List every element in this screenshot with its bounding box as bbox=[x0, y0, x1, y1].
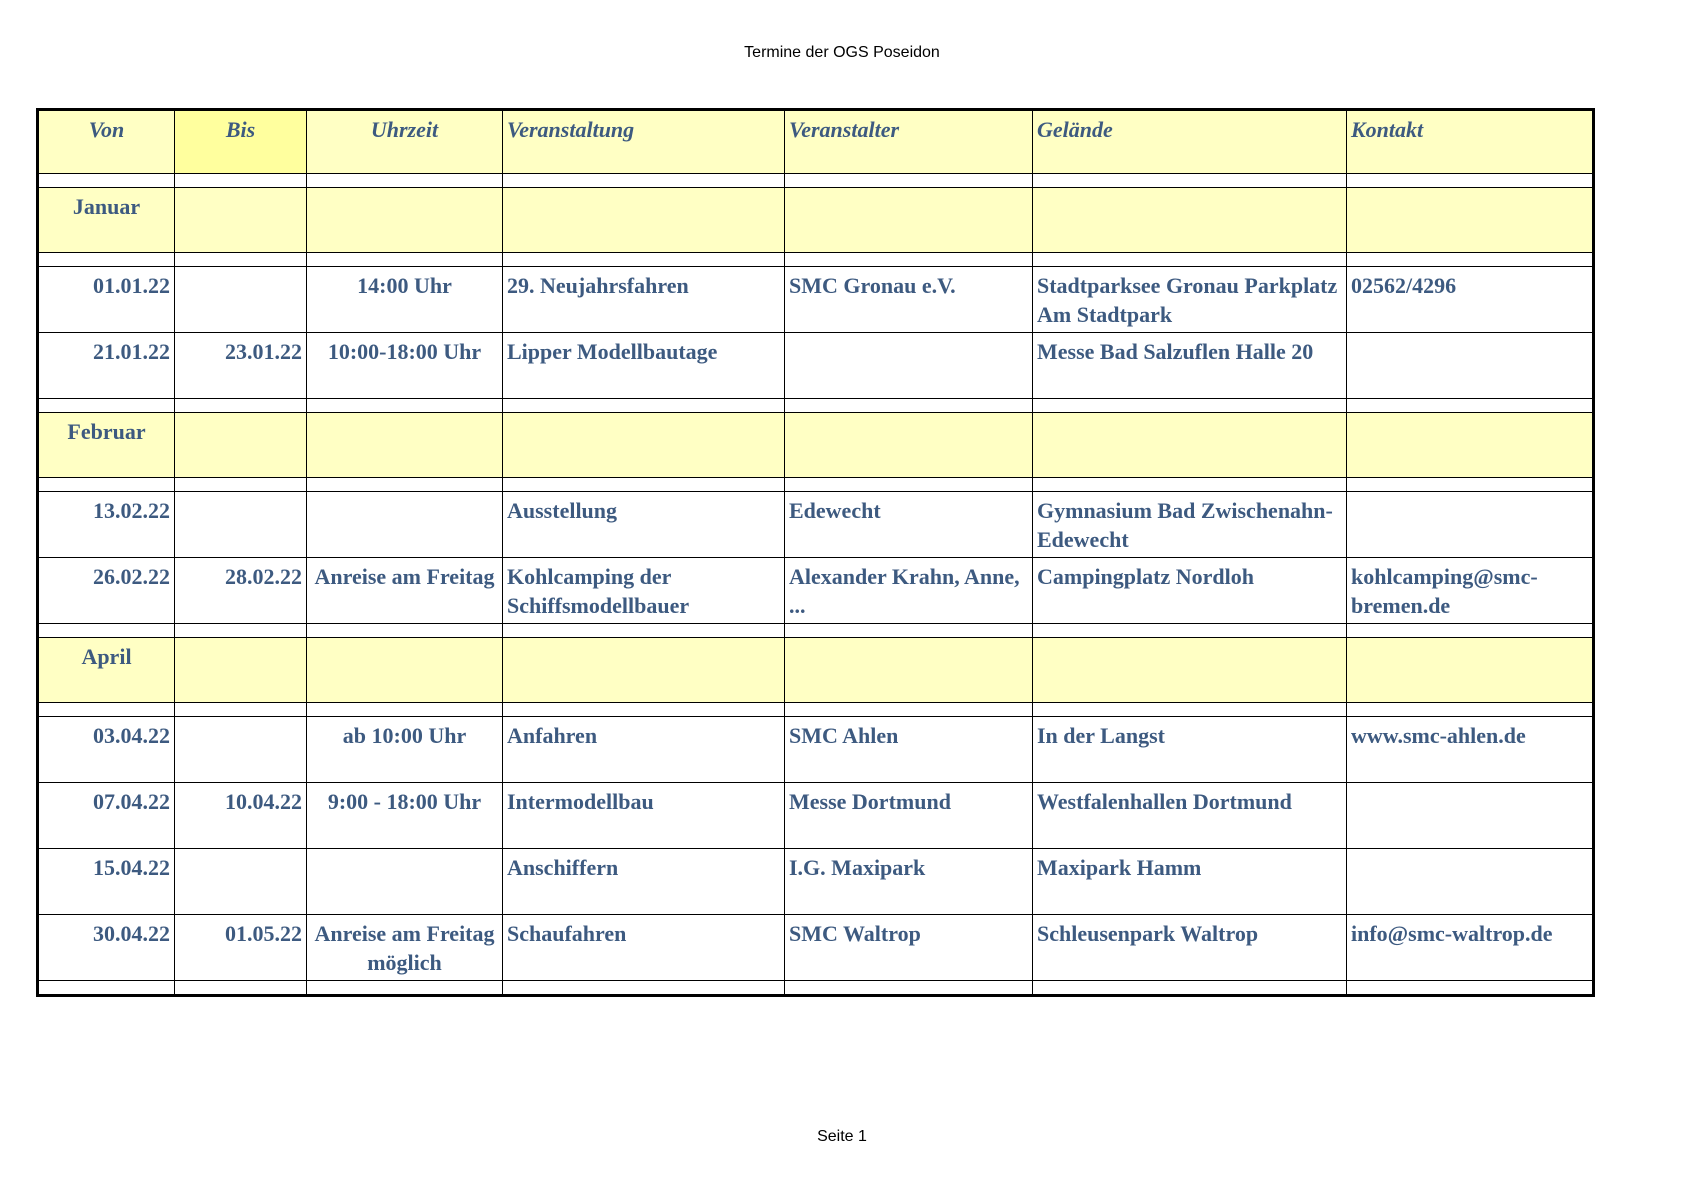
spacer-cell bbox=[175, 478, 307, 492]
month-cell bbox=[1033, 188, 1347, 253]
cell-gelaende: Westfalenhallen Dortmund bbox=[1033, 783, 1347, 849]
spacer-row bbox=[38, 703, 1594, 717]
month-cell bbox=[1033, 638, 1347, 703]
spacer-cell bbox=[38, 478, 175, 492]
header-von: Von bbox=[38, 110, 175, 174]
month-label: Februar bbox=[38, 413, 175, 478]
spacer-cell bbox=[503, 703, 785, 717]
cell-von: 01.01.22 bbox=[38, 267, 175, 333]
spacer-cell bbox=[307, 174, 503, 188]
spacer-cell bbox=[503, 399, 785, 413]
spacer-cell bbox=[1347, 703, 1594, 717]
events-table bbox=[36, 108, 1595, 997]
cell-kontakt: info@smc-waltrop.de bbox=[1347, 915, 1594, 981]
cell-bis bbox=[175, 267, 307, 333]
cell-veranstaltung: Schaufahren bbox=[503, 915, 785, 981]
table-row bbox=[38, 717, 1594, 783]
spacer-cell bbox=[1347, 981, 1594, 996]
month-cell bbox=[1033, 413, 1347, 478]
cell-uhrzeit: 10:00-18:00 Uhr bbox=[307, 333, 503, 399]
spacer-cell bbox=[1347, 174, 1594, 188]
spacer-cell bbox=[38, 399, 175, 413]
spacer-cell bbox=[503, 174, 785, 188]
spacer-cell bbox=[307, 399, 503, 413]
cell-veranstaltung: 29. Neujahrsfahren bbox=[503, 267, 785, 333]
cell-veranstalter: SMC Gronau e.V. bbox=[785, 267, 1033, 333]
header-uhrzeit: Uhrzeit bbox=[307, 110, 503, 174]
cell-gelaende: Schleusenpark Waltrop bbox=[1033, 915, 1347, 981]
cell-veranstalter bbox=[785, 333, 1033, 399]
spacer-row bbox=[38, 981, 1594, 996]
cell-veranstaltung: Anfahren bbox=[503, 717, 785, 783]
cell-kontakt: www.smc-ahlen.de bbox=[1347, 717, 1594, 783]
month-cell bbox=[785, 638, 1033, 703]
spacer-cell bbox=[175, 624, 307, 638]
spacer-cell bbox=[1033, 703, 1347, 717]
spacer-cell bbox=[307, 253, 503, 267]
cell-uhrzeit: Anreise am Freitag bbox=[307, 558, 503, 624]
cell-veranstalter: SMC Waltrop bbox=[785, 915, 1033, 981]
month-cell bbox=[307, 638, 503, 703]
cell-veranstalter: Edewecht bbox=[785, 492, 1033, 558]
spacer-cell bbox=[503, 624, 785, 638]
header-row bbox=[38, 110, 1594, 174]
spacer-cell bbox=[38, 174, 175, 188]
spacer-cell bbox=[307, 624, 503, 638]
spacer-cell bbox=[1033, 478, 1347, 492]
cell-veranstaltung: Lipper Modellbautage bbox=[503, 333, 785, 399]
cell-bis bbox=[175, 492, 307, 558]
spacer-cell bbox=[38, 981, 175, 996]
spacer-row bbox=[38, 478, 1594, 492]
spacer-cell bbox=[38, 624, 175, 638]
header-veranstaltung: Veranstaltung bbox=[503, 110, 785, 174]
cell-bis: 23.01.22 bbox=[175, 333, 307, 399]
spacer-cell bbox=[38, 253, 175, 267]
spacer-cell bbox=[1033, 174, 1347, 188]
month-cell bbox=[175, 413, 307, 478]
cell-von: 30.04.22 bbox=[38, 915, 175, 981]
cell-uhrzeit: 14:00 Uhr bbox=[307, 267, 503, 333]
spacer-cell bbox=[307, 981, 503, 996]
spacer-cell bbox=[785, 399, 1033, 413]
cell-veranstaltung: Kohlcamping der Schiffsmodellbauer bbox=[503, 558, 785, 624]
table-row bbox=[38, 849, 1594, 915]
month-cell bbox=[503, 413, 785, 478]
cell-veranstalter: I.G. Maxipark bbox=[785, 849, 1033, 915]
spacer-cell bbox=[1033, 399, 1347, 413]
cell-veranstaltung: Ausstellung bbox=[503, 492, 785, 558]
cell-kontakt bbox=[1347, 849, 1594, 915]
month-cell bbox=[1347, 188, 1594, 253]
cell-veranstalter: Alexander Krahn, Anne, ... bbox=[785, 558, 1033, 624]
month-cell bbox=[785, 188, 1033, 253]
cell-veranstaltung: Intermodellbau bbox=[503, 783, 785, 849]
header-gelaende: Gelände bbox=[1033, 110, 1347, 174]
cell-veranstaltung: Anschiffern bbox=[503, 849, 785, 915]
spacer-row bbox=[38, 399, 1594, 413]
spacer-cell bbox=[1033, 624, 1347, 638]
cell-gelaende: Campingplatz Nordloh bbox=[1033, 558, 1347, 624]
header-bis: Bis bbox=[175, 110, 307, 174]
month-cell bbox=[503, 638, 785, 703]
cell-kontakt bbox=[1347, 783, 1594, 849]
spacer-cell bbox=[1347, 253, 1594, 267]
cell-gelaende: Maxipark Hamm bbox=[1033, 849, 1347, 915]
cell-bis: 28.02.22 bbox=[175, 558, 307, 624]
spacer-cell bbox=[175, 399, 307, 413]
spacer-cell bbox=[503, 253, 785, 267]
cell-uhrzeit bbox=[307, 492, 503, 558]
cell-von: 21.01.22 bbox=[38, 333, 175, 399]
month-cell bbox=[1347, 638, 1594, 703]
table-row bbox=[38, 783, 1594, 849]
spacer-cell bbox=[785, 703, 1033, 717]
spacer-cell bbox=[1347, 624, 1594, 638]
month-row bbox=[38, 638, 1594, 703]
month-cell bbox=[503, 188, 785, 253]
month-cell bbox=[307, 413, 503, 478]
cell-gelaende: Messe Bad Salzuflen Halle 20 bbox=[1033, 333, 1347, 399]
spacer-cell bbox=[1033, 253, 1347, 267]
cell-kontakt bbox=[1347, 333, 1594, 399]
spacer-cell bbox=[175, 174, 307, 188]
month-label: April bbox=[38, 638, 175, 703]
cell-gelaende: Stadtparksee Gronau Parkplatz Am Stadtpark bbox=[1033, 267, 1347, 333]
spacer-cell bbox=[175, 253, 307, 267]
spacer-cell bbox=[307, 478, 503, 492]
cell-bis: 10.04.22 bbox=[175, 783, 307, 849]
cell-veranstalter: Messe Dortmund bbox=[785, 783, 1033, 849]
cell-kontakt: 02562/4296 bbox=[1347, 267, 1594, 333]
month-cell bbox=[175, 638, 307, 703]
spacer-cell bbox=[1347, 478, 1594, 492]
spacer-cell bbox=[785, 624, 1033, 638]
cell-uhrzeit: 9:00 - 18:00 Uhr bbox=[307, 783, 503, 849]
cell-von: 13.02.22 bbox=[38, 492, 175, 558]
cell-von: 03.04.22 bbox=[38, 717, 175, 783]
spacer-cell bbox=[785, 478, 1033, 492]
cell-bis bbox=[175, 849, 307, 915]
cell-von: 15.04.22 bbox=[38, 849, 175, 915]
table-row bbox=[38, 915, 1594, 981]
month-cell bbox=[307, 188, 503, 253]
month-cell bbox=[175, 188, 307, 253]
month-row bbox=[38, 413, 1594, 478]
spacer-cell bbox=[785, 981, 1033, 996]
cell-von: 07.04.22 bbox=[38, 783, 175, 849]
spacer-row bbox=[38, 253, 1594, 267]
spacer-cell bbox=[785, 253, 1033, 267]
cell-bis: 01.05.22 bbox=[175, 915, 307, 981]
spacer-cell bbox=[307, 703, 503, 717]
cell-uhrzeit bbox=[307, 849, 503, 915]
cell-von: 26.02.22 bbox=[38, 558, 175, 624]
cell-kontakt: kohlcamping@smc-bremen.de bbox=[1347, 558, 1594, 624]
spacer-cell bbox=[1347, 399, 1594, 413]
spacer-cell bbox=[503, 981, 785, 996]
month-row bbox=[38, 188, 1594, 253]
month-cell bbox=[1347, 413, 1594, 478]
month-cell bbox=[785, 413, 1033, 478]
cell-bis bbox=[175, 717, 307, 783]
table-row bbox=[38, 333, 1594, 399]
header-veranstalter: Veranstalter bbox=[785, 110, 1033, 174]
spacer-cell bbox=[1033, 981, 1347, 996]
spacer-cell bbox=[175, 981, 307, 996]
table-row bbox=[38, 558, 1594, 624]
table-row bbox=[38, 267, 1594, 333]
page-title: Termine der OGS Poseidon bbox=[744, 44, 940, 61]
cell-gelaende: In der Langst bbox=[1033, 717, 1347, 783]
header-kontakt: Kontakt bbox=[1347, 110, 1594, 174]
spacer-cell bbox=[38, 703, 175, 717]
cell-gelaende: Gymnasium Bad Zwischenahn-Edewecht bbox=[1033, 492, 1347, 558]
cell-uhrzeit: ab 10:00 Uhr bbox=[307, 717, 503, 783]
cell-veranstalter: SMC Ahlen bbox=[785, 717, 1033, 783]
spacer-cell bbox=[785, 174, 1033, 188]
page-footer: Seite 1 bbox=[817, 1128, 867, 1145]
table-row bbox=[38, 492, 1594, 558]
spacer-row bbox=[38, 624, 1594, 638]
cell-kontakt bbox=[1347, 492, 1594, 558]
spacer-row bbox=[38, 174, 1594, 188]
spacer-cell bbox=[175, 703, 307, 717]
month-label: Januar bbox=[38, 188, 175, 253]
cell-uhrzeit: Anreise am Freitag möglich bbox=[307, 915, 503, 981]
spacer-cell bbox=[503, 478, 785, 492]
